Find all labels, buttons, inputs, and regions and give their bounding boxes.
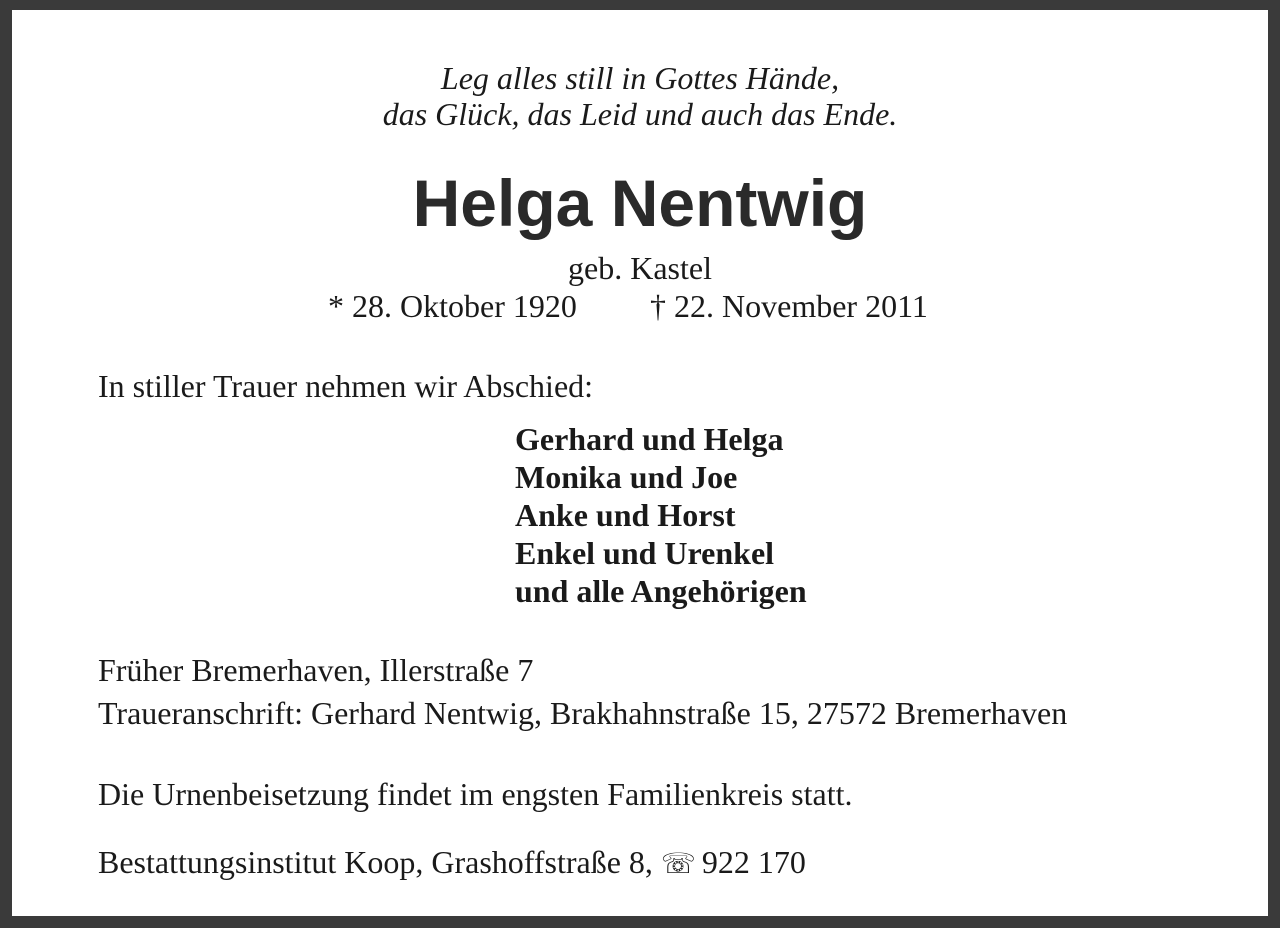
mourner-line: Monika und Joe bbox=[515, 459, 738, 495]
mourner-line: Enkel und Urenkel bbox=[515, 535, 775, 571]
funeral-home-text: Bestattungsinstitut Koop, Grashoffstraße 8, bbox=[98, 844, 653, 880]
maiden-name: geb. Kastel bbox=[568, 250, 712, 286]
mourner-line: Gerhard und Helga bbox=[515, 421, 784, 457]
burial-note: Die Urnenbeisetzung findet im engsten Familienkreis statt. bbox=[98, 776, 853, 812]
telephone-icon: ☏ bbox=[660, 847, 696, 880]
mourner-line: und alle Angehörigen bbox=[515, 573, 807, 609]
deceased-name: Helga Nentwig bbox=[412, 166, 868, 240]
funeral-home-line bbox=[98, 844, 806, 882]
former-address: Früher Bremerhaven, Illerstraße 7 bbox=[98, 652, 534, 688]
funeral-home-phone: 922 170 bbox=[701, 844, 806, 880]
mourning-address: Traueranschrift: Gerhard Nentwig, Brakhahnstraße 15, 27572 Bremerhaven bbox=[98, 695, 1068, 731]
birth-date: * 28. Oktober 1920 bbox=[328, 288, 577, 324]
motto-line-1: Leg alles still in Gottes Hände, bbox=[440, 60, 840, 96]
death-date: † 22. November 2011 bbox=[650, 288, 928, 324]
farewell-intro: In stiller Trauer nehmen wir Abschied: bbox=[98, 368, 594, 404]
motto-line-2: das Glück, das Leid und auch das Ende. bbox=[382, 96, 898, 132]
mourner-line: Anke und Horst bbox=[515, 497, 736, 533]
